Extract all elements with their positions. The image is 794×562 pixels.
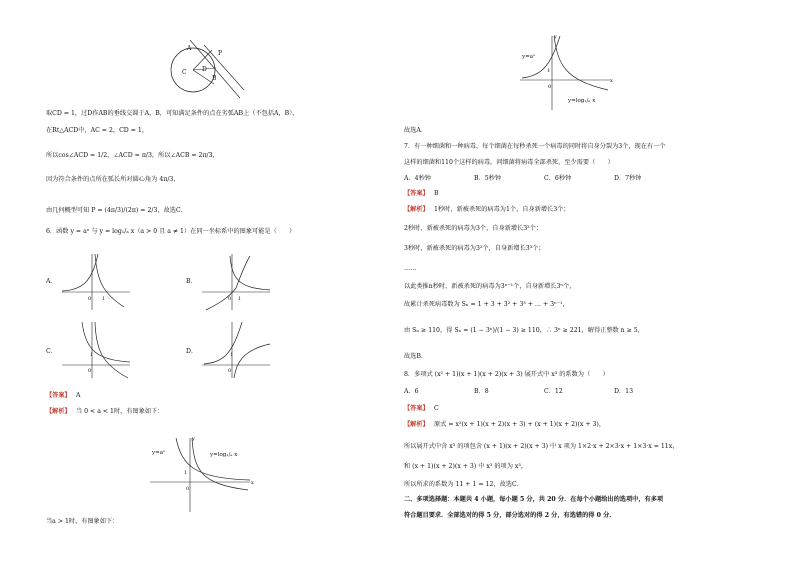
analysis-7-line2: 2秒时，新被杀死的病毒为3个，自身新增长3²个；	[404, 225, 543, 232]
analysis-tag: 【解析】	[404, 206, 429, 213]
analysis-7-line4: 以此类推n秒时，新被杀死的病毒为3ⁿ⁻¹个，自身新增长3ⁿ个，	[404, 283, 576, 290]
svg-text:y: y	[192, 436, 195, 442]
label-a: A	[187, 45, 192, 52]
analysis-8-line3: 和 (x + 1)(x + 2)(x + 3) 中 x³ 的项为 x³，	[404, 463, 528, 470]
graph-small-a	[150, 432, 255, 514]
answer-6: A	[76, 392, 81, 399]
svg-text:0: 0	[186, 486, 190, 492]
answer-8: C	[434, 405, 439, 412]
text-line: 当a > 1时，有图象如下：	[46, 518, 119, 525]
section-2-instructions: 符合题目要求．全部选对的得 5 分，部分选对的得 2 分，有选错的得 0 分．	[404, 512, 616, 519]
analysis-7-line6: 由 Sₙ ≥ 110，得 Sₙ = (1 − 3ⁿ)/(1 − 3) ≥ 110，∴ 3ⁿ ≥ 221，解得正整数 n ≥ 5，	[404, 327, 644, 334]
graph-option-c	[62, 320, 132, 380]
fig-label-ylog: y=log₁/ₐ x	[210, 452, 238, 458]
fig-label-ya: y=aˣ	[152, 450, 166, 456]
text-line: 在Rt△ACD中，AC = 2，CD = 1，	[46, 127, 149, 134]
svg-text:0: 0	[548, 84, 552, 90]
fig-label-ya: y=aˣ	[522, 54, 536, 60]
analysis-7-line1: 1秒时，新被杀死的病毒为1个，自身新增长3个；	[434, 206, 570, 213]
option-c-label: C．	[46, 348, 57, 355]
text-line: 故选A．	[404, 127, 428, 134]
text-line: 故选B．	[404, 353, 428, 360]
analysis-8-line4: 所以所求的系数为 11 + 1 = 12，故选C．	[404, 481, 523, 488]
question-7-line1: 7．有一种细菌和一种病毒，每个细菌在每秒杀死一个病毒的同时将自身分裂为3个，现在有一个	[404, 143, 666, 150]
svg-text:1: 1	[547, 68, 551, 74]
graph-option-b	[202, 252, 272, 312]
option-8c: C．12	[544, 388, 563, 395]
svg-text:1: 1	[102, 296, 106, 302]
svg-text:0: 0	[228, 368, 232, 374]
analysis-tag: 【解析】	[46, 408, 71, 415]
svg-text:0: 0	[88, 296, 92, 302]
question-7-line2: 这样的细菌和110个这样的病毒，问细菌将病毒全部杀死，至少需要（ ）	[404, 159, 614, 166]
analysis-8-line1: 原式 = x²(x + 1)(x + 2)(x + 3) + (x + 1)(x + 2)(x + 3)，	[434, 421, 606, 428]
svg-text:x: x	[610, 78, 613, 84]
answer-tag: 【答案】	[404, 190, 429, 197]
option-7a: A．4秒钟	[404, 175, 431, 182]
svg-text:1: 1	[230, 352, 234, 358]
question-8: 8．多项式 (x² + 1)(x + 1)(x + 2)(x + 3) 展开式中 x³ 的系数为（ ）	[404, 371, 609, 378]
graph-option-a	[62, 252, 132, 312]
analysis-6: 当 0 < a < 1时，有图象如下：	[76, 408, 164, 415]
svg-text:0: 0	[88, 368, 92, 374]
svg-text:0: 0	[228, 296, 232, 302]
ellipsis: ……	[404, 265, 417, 272]
option-7b: B．5秒钟	[474, 175, 502, 182]
fig-label-ylog: y=log₁/ₐ x	[568, 98, 596, 104]
svg-text:x: x	[251, 480, 254, 486]
question-6: 6．函数 y = aˣ 与 y = log₁/ₐ x（a > 0 且 a ≠ 1）在同一坐标系中的图象可能是（ ）	[46, 228, 296, 235]
answer-7: B	[434, 190, 439, 197]
option-7c: C．6秒钟	[544, 175, 572, 182]
text-line: 所以cos∠ACD = 1/2，∠ACD = π/3，所以∠ACB = 2π/3，	[46, 152, 219, 159]
graph-option-d	[202, 320, 272, 380]
option-8d: D．13	[614, 388, 634, 395]
answer-tag: 【答案】	[404, 405, 429, 412]
text-line: 取CD = 1，过D作AB的垂线交圆于A，B，可知满足条件的点在劣弧AB上（不包括A，B），	[46, 110, 299, 117]
text-line: 由几何概型可知 P = (4π/3)/(2π) = 2/3，故选C．	[46, 207, 187, 214]
option-d-label: D．	[186, 348, 198, 355]
analysis-8-line2: 所以展开式中含 x³ 的项包含 (x + 1)(x + 2)(x + 3) 中 x 项为 1×2·x + 2×3·x + 1×3·x = 11x，	[404, 443, 679, 450]
section-2-heading: 二、多项选择题：本题共 4 小题，每小题 5 分，共 20 分．在每个小题给出的选项中，有多项	[404, 496, 664, 503]
label-d: D	[202, 66, 207, 73]
answer-tag: 【答案】	[46, 392, 71, 399]
option-7d: D．7秒钟	[614, 175, 642, 182]
analysis-tag: 【解析】	[404, 421, 429, 428]
text-line: 因为符合条件的点所在弧长所对圆心角为 4π/3，	[46, 176, 180, 183]
option-8a: A．6	[404, 388, 419, 395]
option-b-label: B．	[186, 278, 197, 285]
option-a-label: A．	[46, 278, 57, 285]
svg-text:1: 1	[184, 470, 188, 476]
circle-figure	[160, 40, 245, 100]
svg-text:1: 1	[238, 296, 242, 302]
graph-large-a	[520, 32, 615, 112]
svg-text:1: 1	[90, 352, 94, 358]
analysis-7-line5: 故累计杀死病毒数为 Sₙ = 1 + 3 + 3² + 3³ + … + 3ⁿ⁻¹，	[404, 301, 569, 308]
label-b: B	[212, 75, 217, 82]
label-p: P	[218, 50, 223, 57]
analysis-7-line3: 3秒时，新被杀死的病毒为3²个，自身新增长3³个；	[404, 245, 545, 252]
option-8b: B．8	[474, 388, 489, 395]
label-c: C	[182, 69, 187, 76]
svg-text:y: y	[554, 34, 557, 40]
